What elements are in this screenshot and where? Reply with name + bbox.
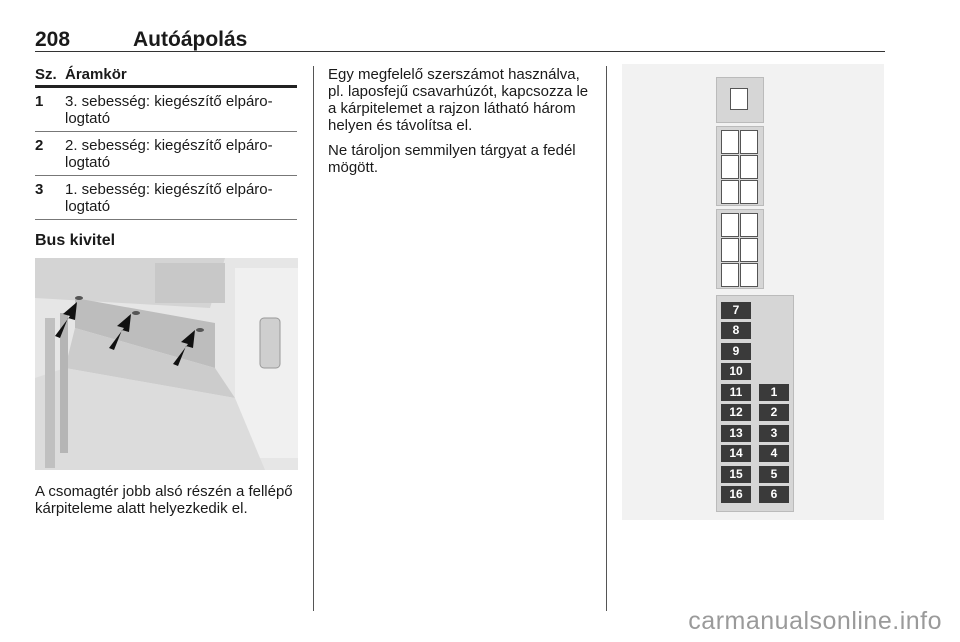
table-row [35,176,297,220]
fuse-11: 11 [721,384,751,401]
fuse-13: 13 [721,425,751,442]
fuse-9: 9 [721,343,751,360]
fuse-12: 12 [721,404,751,421]
table-header [35,66,297,88]
fuse-4: 4 [759,445,789,462]
relay-socket [721,213,739,237]
fuse-6: 6 [759,486,789,503]
column-divider-1 [313,66,314,611]
fuse-block [716,295,794,512]
fuse-10: 10 [721,363,751,380]
table-row [35,132,297,176]
relay-socket [721,180,739,204]
trunk-panel-illustration [35,258,298,470]
photo-caption: A csomagtér jobb alsó részén a fellépő kárpiteleme alatt helyezkedik el. [35,483,293,517]
chapter-title: Autóápolás [133,28,248,51]
fuse-14: 14 [721,445,751,462]
circuit-table [35,66,297,220]
relay-socket [740,263,758,287]
fuse-8: 8 [721,322,751,339]
fuse-16: 16 [721,486,751,503]
instruction-paragraph: Egy megfelelő szerszámot használva, pl. laposfejű csavarhúzót, kapcsozza le a kárpitelemet a rajzon látható három helyen és távolítsa el. [328,66,589,134]
header-circuit: Áramkör [65,66,127,83]
fuse-5: 5 [759,466,789,483]
relay-socket [721,155,739,179]
relay-socket [740,180,758,204]
header-number: Sz. [35,66,57,83]
relay-socket [721,238,739,262]
row-number: 1 [35,93,44,110]
relay-socket [721,130,739,154]
page-header [35,28,885,50]
section-heading: Bus kivitel [35,232,116,249]
row-text: 3. sebesség: kiegészítő elpáro- logtató [65,93,273,127]
relay-socket [740,130,758,154]
relay-socket [730,88,748,110]
table-row [35,88,297,132]
page-number: 208 [35,28,71,51]
relay-group [716,209,764,289]
row-number: 3 [35,181,44,198]
fuse-3: 3 [759,425,789,442]
row-number: 2 [35,137,44,154]
instruction-paragraph: Ne tároljon semmilyen tárgyat a fedél mögött. [328,142,576,176]
column-divider-2 [606,66,607,611]
fuse-15: 15 [721,466,751,483]
relay-socket [740,238,758,262]
fuse-2: 2 [759,404,789,421]
row-text: 1. sebesség: kiegészítő elpáro- logtató [65,181,273,215]
relay-socket [740,155,758,179]
relay-slot [716,77,764,123]
header-divider [35,51,885,52]
fuse-1: 1 [759,384,789,401]
watermark: carmanualsonline.info [688,607,942,635]
row-text: 2. sebesség: kiegészítő elpáro- logtató [65,137,273,171]
relay-group [716,126,764,206]
relay-socket [721,263,739,287]
relay-socket [740,213,758,237]
fuse-7: 7 [721,302,751,319]
